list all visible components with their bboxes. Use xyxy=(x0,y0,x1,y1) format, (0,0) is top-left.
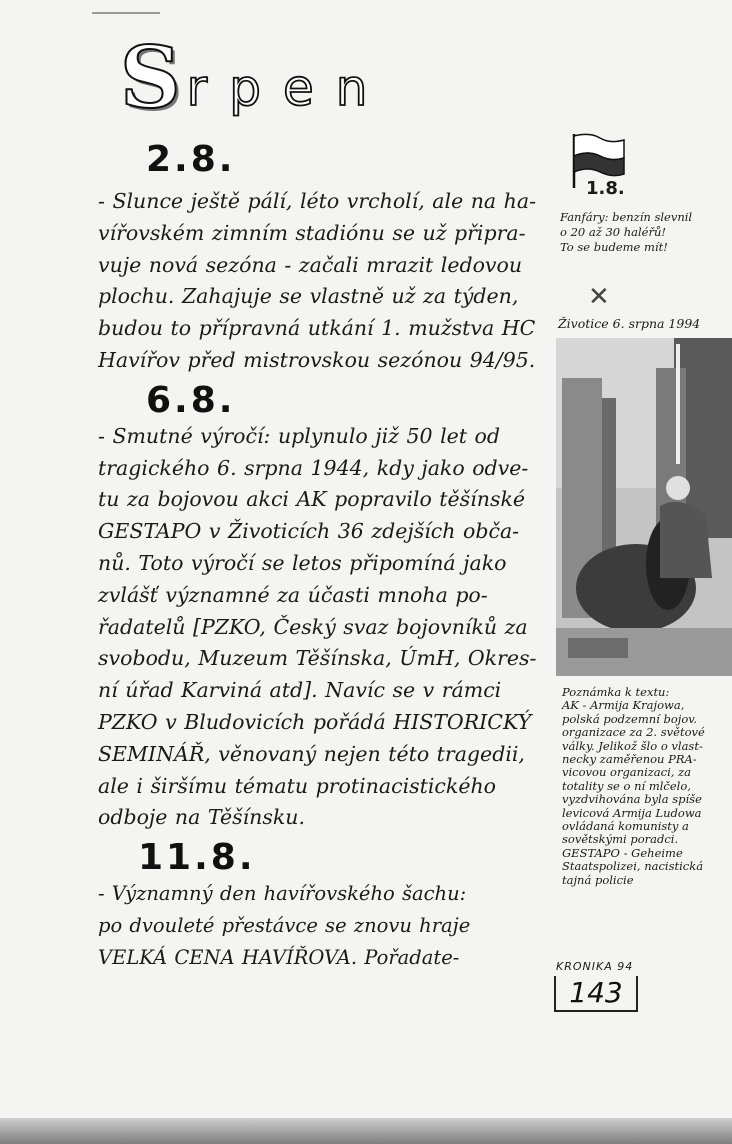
top-rule xyxy=(92,12,160,14)
cross-mark: ✕ xyxy=(588,282,610,312)
sidebar-note: Fanfáry: benzín slevnil o 20 až 30 haléřů! To se budeme mít! xyxy=(560,210,693,254)
memorial-photo xyxy=(556,338,732,676)
entry-date: 2.8. xyxy=(146,139,236,180)
page-edge xyxy=(0,1118,732,1144)
main-column xyxy=(98,140,550,974)
entry-text: - Smutné výročí: uplynulo již 50 let od tragického 6. srpna 1944, kdy jako odve- tu za bojovou akci AK popravilo těšínské GESTAPO v Životicích 36 zdejších obča- nů. Toto výročí se letos připomíná jako zvlášť významné za účasti mnoha po- řadatelů [PZKO, Český svaz bojovníků za svobodu, Muzeum Těšínska, ÚmH, Okres- ní úřad Karviná atd]. Navíc se v rámci PZKO v Bludovicích pořádá HISTORICKÝ SEMINÁŘ, věnovaný nejen této tragedii, ale i širšímu tématu protinacistického odboje na Těšínsku. xyxy=(98,423,537,830)
page-number: 143 xyxy=(554,976,638,1012)
entry-date: 11.8. xyxy=(138,837,256,879)
entry-text: - Významný den havířovského šachu: po dvouleté přestávce se znovu hraje VELKÁ CENA HAVÍŘOVA. Pořadate- xyxy=(98,882,471,969)
chronicle-label: KRONIKA 94 xyxy=(556,960,634,973)
title-initial: S xyxy=(120,28,181,127)
page-number-frame xyxy=(636,976,638,1010)
title-rest: rpen xyxy=(186,59,390,117)
footnote: Poznámka k textu: AK - Armija Krajowa, polská podzemní bojov. organizace za 2. světové války. Jelikož šlo o vlast- necky zaměřenou PRA- vicovou organizaci, za totality se o ní mlčelo, vyzdvihována byla spíše levicová Armija Ludowa ovládaná komunisty a sovětskými poradci. GESTAPO - Geheime Staatspolizei, nacistická tajná policie xyxy=(562,685,705,887)
sidebar-date: 1.8. xyxy=(586,178,625,199)
entry-date: 6.8. xyxy=(146,379,236,421)
photo-caption: Životice 6. srpna 1994 xyxy=(558,316,701,331)
month-title xyxy=(120,28,390,127)
entry-text: - Slunce ještě pálí, léto vrcholí, ale na ha- vířovském zimním stadiónu se už připra- vuje nová sezóna - začali mrazit ledovou plochu. Zahajuje se vlastně už za týden, budou to přípravná utkání 1. mužstva HC Havířov před mistrovskou sezónou 94/95. xyxy=(98,189,537,372)
